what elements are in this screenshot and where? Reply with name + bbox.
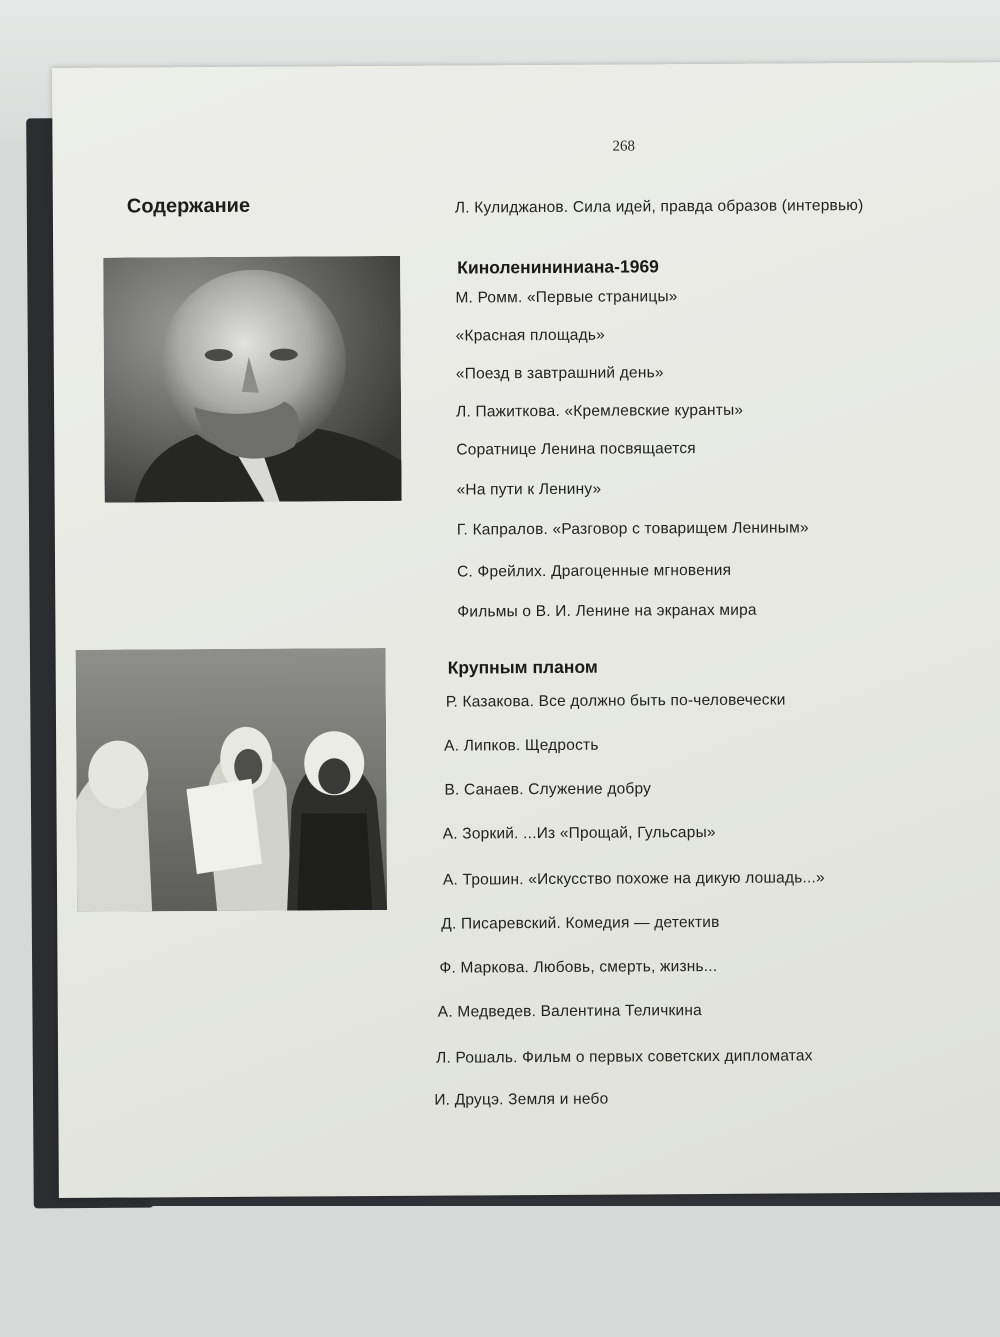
page-number: 268 [612,138,636,155]
toc-entry: С. Фрейлих. Драгоценные мгновения [457,561,732,581]
toc-entry: Фильмы о В. И. Ленине на экранах мира [457,601,757,621]
toc-entry: Г. Капралов. «Разговор с товарищем Лениным» [456,519,809,539]
toc-entry-intro: Л. Кулиджанов. Сила идей, правда образов (интервью) [454,197,864,217]
toc-entry: Л. Пажиткова. «Кремлевские куранты» [456,401,744,421]
group-photo [76,648,388,912]
book-page [52,62,1000,1198]
toc-entry: И. Друцэ. Земля и небо [434,1090,609,1109]
section-heading: Крупным планом [447,656,598,678]
toc-entry: В. Санаев. Служение добру [444,780,652,799]
toc-entry: Р. Казакова. Все должно быть по-человечески [445,691,786,711]
toc-entry: А. Липков. Щедрость [444,736,599,755]
toc-entry: А. Трошин. «Искусство похоже на дикую лошадь...» [442,869,825,889]
page-title: Содержание [126,194,251,218]
toc-entry: Ф. Маркова. Любовь, смерть, жизнь... [439,957,718,977]
toc-entry: «Красная площадь» [455,326,605,345]
toc-entry: «На пути к Ленину» [456,480,602,499]
toc-entry: Соратнице Ленина посвящается [456,440,696,459]
toc-entry: А. Зоркий. ...Из «Прощай, Гульсары» [442,823,716,843]
toc-entry: «Поезд в завтрашний день» [455,364,664,383]
portrait-photo [103,256,401,503]
toc-entry: А. Медведев. Валентина Теличкина [437,1002,702,1021]
section-heading: Киноленининиана-1969 [457,256,659,278]
toc-entry: Л. Рошаль. Фильм о первых советских дипломатах [436,1047,813,1067]
toc-entry: М. Ромм. «Первые страницы» [455,288,678,307]
toc-entry: Д. Писаревский. Комедия — детектив [441,913,720,933]
